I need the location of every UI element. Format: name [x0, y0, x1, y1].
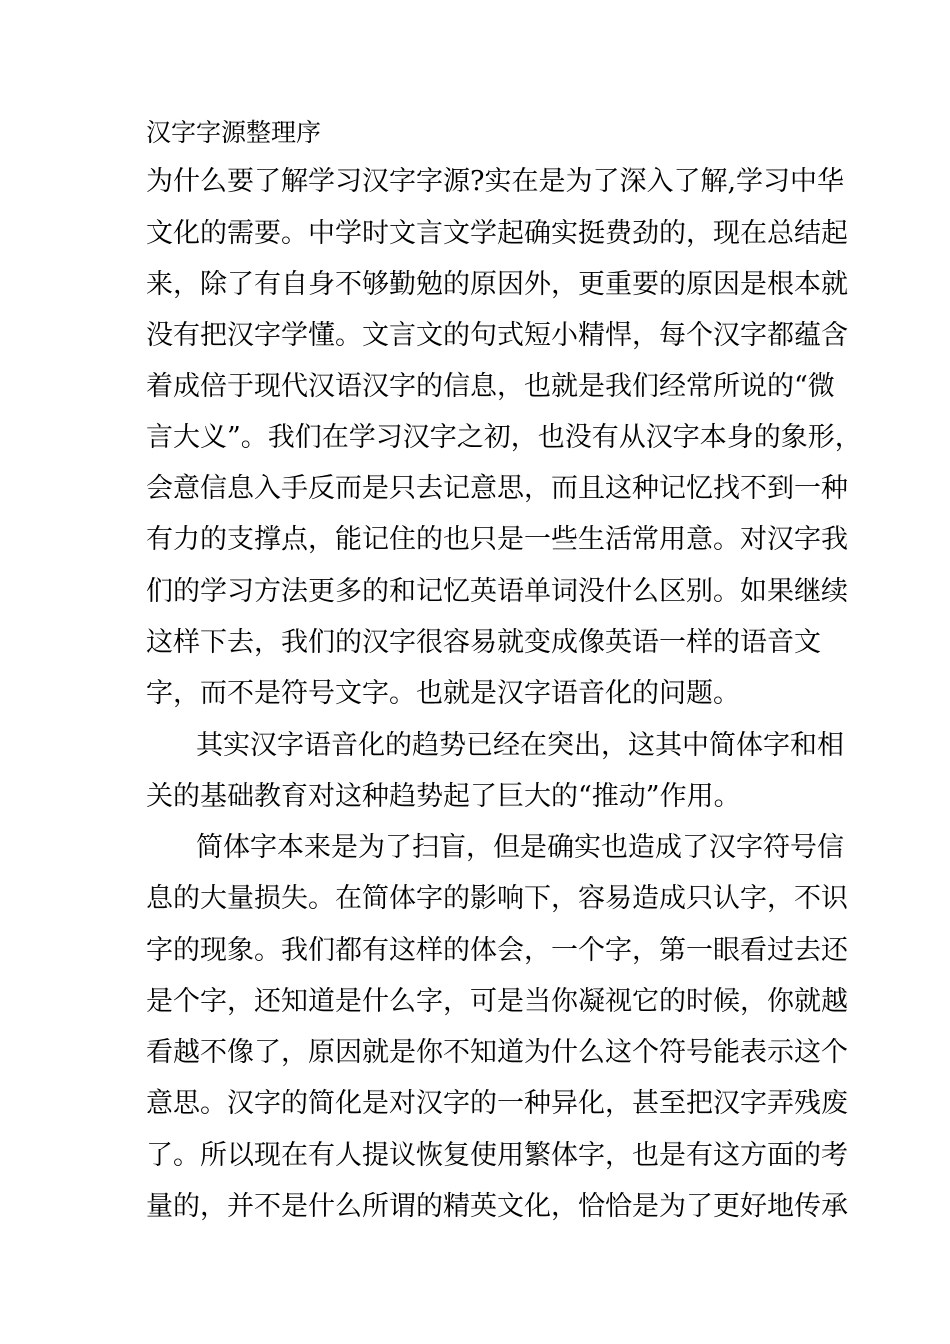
- paragraph-1-line-6: 言大义”。我们在学习汉字之初，也没有从汉字本身的象形，: [146, 422, 862, 453]
- paragraph-1-line-7: 会意信息入手反而是只去记意思，而且这种记忆找不到一种: [146, 473, 848, 504]
- paragraph-3-line-4: 是个字，还知道是什么字，可是当你凝视它的时候，你就越: [146, 986, 848, 1017]
- paragraph-1-line-11: 字，而不是符号文字。也就是汉字语音化的问题。: [146, 678, 740, 709]
- paragraph-1-line-2: 文化的需要。中学时文言文学起确实挺费劲的，现在总结起: [146, 218, 848, 249]
- paragraph-2-line-1: 其实汉字语音化的趋势已经在突出，这其中简体字和相: [196, 730, 844, 761]
- paragraph-3-line-7: 了。所以现在有人提议恢复使用繁体字，也是有这方面的考: [146, 1140, 848, 1171]
- paragraph-3-line-8: 量的，并不是什么所谓的精英文化，恰恰是为了更好地传承: [146, 1191, 848, 1222]
- paragraph-1-line-10: 这样下去，我们的汉字很容易就变成像英语一样的语音文: [146, 627, 821, 658]
- paragraph-2-line-2: 关的基础教育对这种趋势起了巨大的“推动”作用。: [146, 781, 741, 812]
- paragraph-3-line-5: 看越不像了，原因就是你不知道为什么这个符号能表示这个: [146, 1037, 848, 1068]
- paragraph-3-line-3: 字的现象。我们都有这样的体会，一个字，第一眼看过去还: [146, 935, 848, 966]
- document-title: 汉字字源整理序: [146, 118, 322, 147]
- paragraph-1-line-3: 来，除了有自身不够勤勉的原因外，更重要的原因是根本就: [146, 269, 848, 300]
- paragraph-3-line-6: 意思。汉字的简化是对汉字的一种异化，甚至把汉字弄残废: [146, 1088, 848, 1119]
- paragraph-3-line-1: 简体字本来是为了扫盲，但是确实也造成了汉字符号信: [196, 832, 844, 863]
- paragraph-1-line-9: 们的学习方法更多的和记忆英语单词没什么区别。如果继续: [146, 576, 848, 607]
- paragraph-1-line-8: 有力的支撑点，能记住的也只是一些生活常用意。对汉字我: [146, 524, 848, 555]
- paragraph-1-line-5: 着成倍于现代汉语汉字的信息，也就是我们经常所说的“微: [146, 371, 835, 402]
- paragraph-1-line-4: 没有把汉字学懂。文言文的句式短小精悍，每个汉字都蕴含: [146, 320, 848, 351]
- paragraph-3-line-2: 息的大量损失。在简体字的影响下，容易造成只认字，不识: [146, 883, 848, 914]
- paragraph-1-line-1: 为什么要了解学习汉字字源?实在是为了深入了解,学习中华: [146, 166, 845, 197]
